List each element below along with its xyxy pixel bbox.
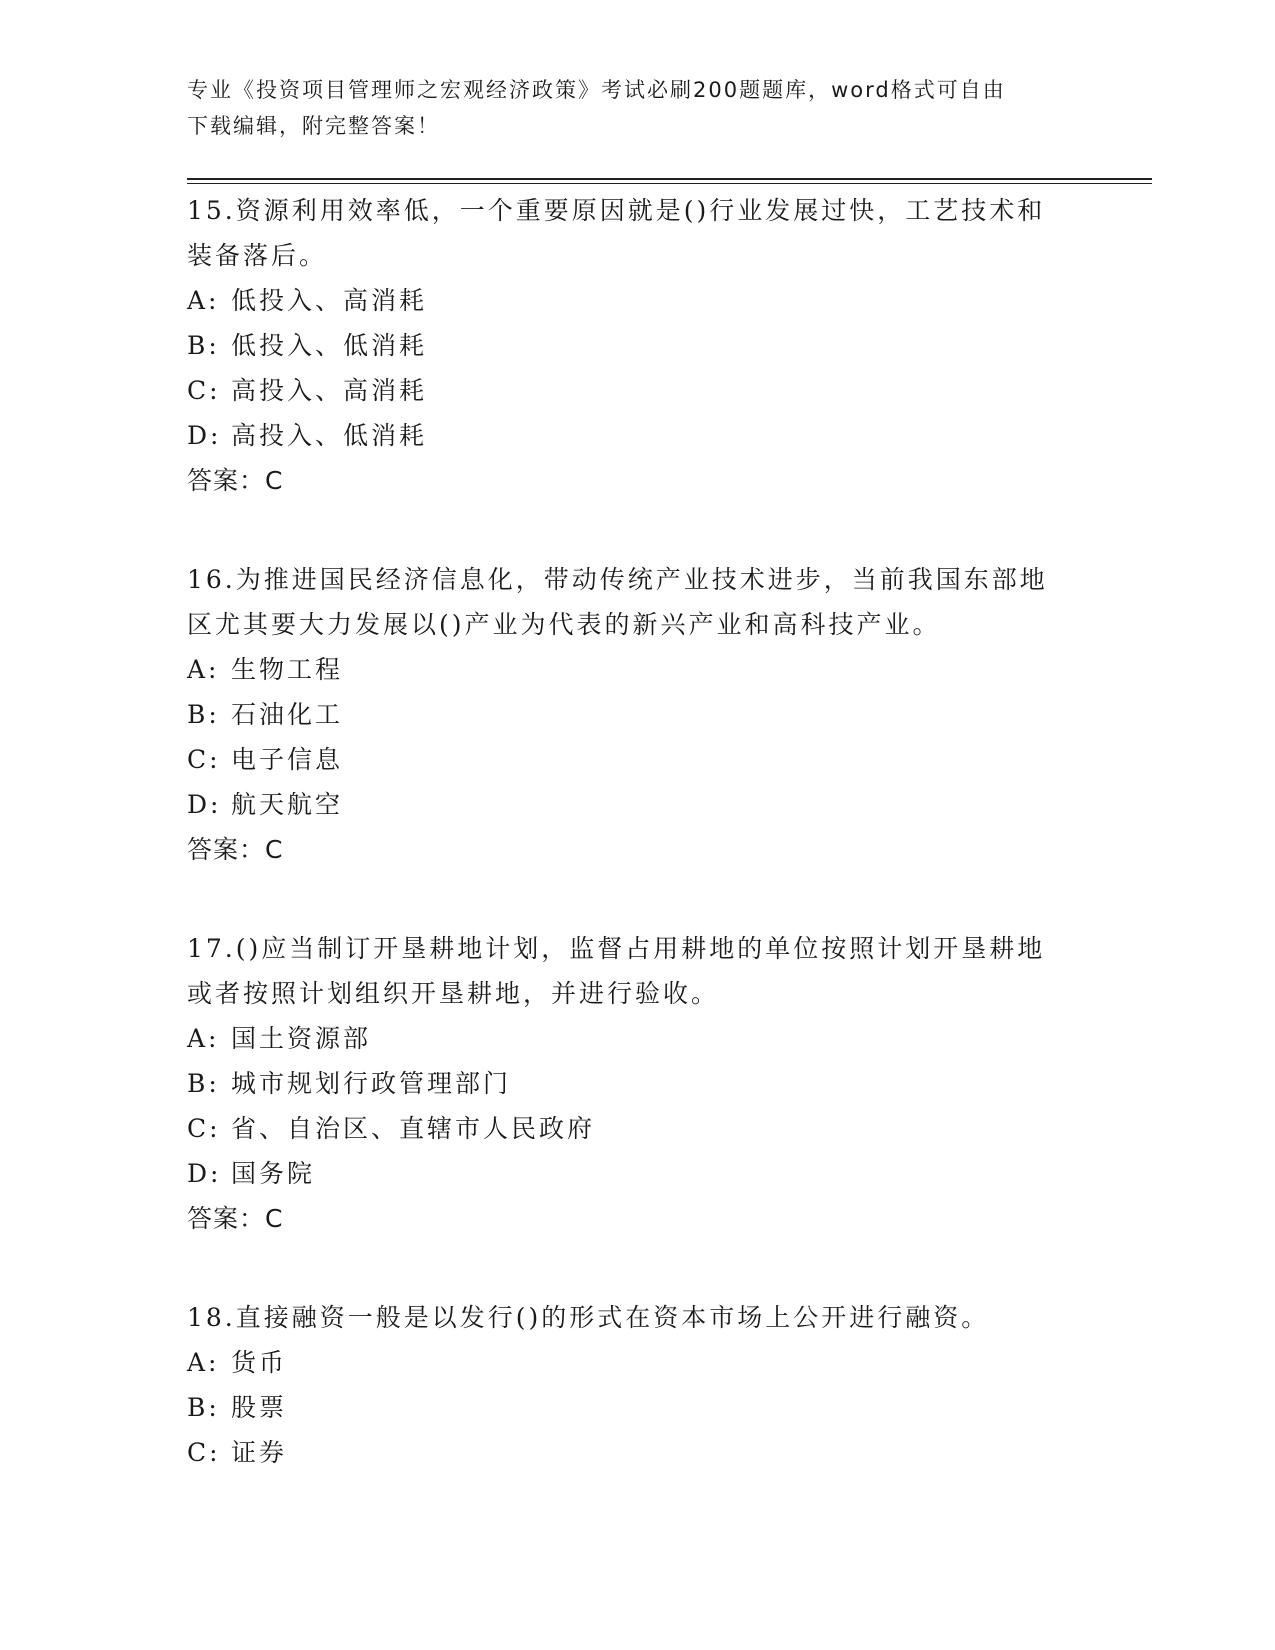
option-text: 低投入、低消耗 [231,331,428,360]
option-text: 城市规划行政管理部门 [231,1069,512,1098]
question-17 [187,926,1087,1241]
option-key: A: [187,655,220,684]
option-c [187,368,1087,413]
option-text: 石油化工 [231,700,344,729]
option-text: 生物工程 [231,655,344,684]
option-text: 高投入、低消耗 [231,421,428,450]
question-18 [187,1295,1087,1475]
header-divider-thick [187,178,1152,180]
option-b [187,1385,1087,1430]
option-c [187,737,1087,782]
header-divider-thin [187,183,1152,184]
question-stem-line-1: 17.()应当制订开垦耕地计划，监督占用耕地的单位按照计划开垦耕地 [187,934,1046,963]
option-a [187,278,1087,323]
option-key: B: [187,331,220,360]
document-header [187,72,1067,144]
option-text: 高投入、高消耗 [231,376,428,405]
question-stem-line-2: 装备落后。 [187,241,328,270]
answer-line: 答案：C [187,1204,284,1233]
option-key: B: [187,1069,220,1098]
question-stem-line-2: 或者按照计划组织开垦耕地，并进行验收。 [187,979,720,1008]
question-stem-line-2: 区尤其要大力发展以()产业为代表的新兴产业和高科技产业。 [187,610,941,639]
option-key: A: [187,1348,220,1377]
header-line-1: 专业《投资项目管理师之宏观经济政策》考试必刷200题题库，word格式可自由 [187,78,1006,102]
option-text: 股票 [231,1393,288,1422]
header-line-2: 下载编辑，附完整答案！ [187,114,440,138]
question-stem-line-1: 15.资源利用效率低，一个重要原因就是()行业发展过快，工艺技术和 [187,196,1046,225]
answer-line: 答案：C [187,835,284,864]
option-text: 国务院 [231,1159,316,1188]
option-b [187,692,1087,737]
option-a [187,1016,1087,1061]
option-d [187,782,1087,827]
option-c [187,1106,1087,1151]
option-b [187,323,1087,368]
option-key: B: [187,700,220,729]
option-text: 电子信息 [231,745,344,774]
question-16 [187,557,1087,872]
option-key: C: [187,1114,221,1143]
question-15 [187,188,1087,503]
option-text: 货币 [231,1348,288,1377]
option-text: 国土资源部 [231,1024,372,1053]
option-key: B: [187,1393,220,1422]
option-key: D: [187,421,222,450]
option-d [187,413,1087,458]
option-a [187,647,1087,692]
option-key: C: [187,1438,221,1467]
option-text: 低投入、高消耗 [231,286,428,315]
question-stem-line-1: 18.直接融资一般是以发行()的形式在资本市场上公开进行融资。 [187,1303,990,1332]
option-d [187,1151,1087,1196]
option-key: C: [187,376,221,405]
option-key: C: [187,745,221,774]
answer-line: 答案：C [187,466,284,495]
option-key: A: [187,1024,220,1053]
option-key: D: [187,1159,222,1188]
option-text: 航天航空 [231,790,344,819]
option-key: D: [187,790,222,819]
option-text: 省、自治区、直辖市人民政府 [231,1114,596,1143]
option-text: 证券 [231,1438,288,1467]
option-b [187,1061,1087,1106]
option-key: A: [187,286,220,315]
option-c [187,1430,1087,1475]
option-a [187,1340,1087,1385]
question-list [187,188,1087,1529]
question-stem-line-1: 16.为推进国民经济信息化，带动传统产业技术进步，当前我国东部地 [187,565,1048,594]
